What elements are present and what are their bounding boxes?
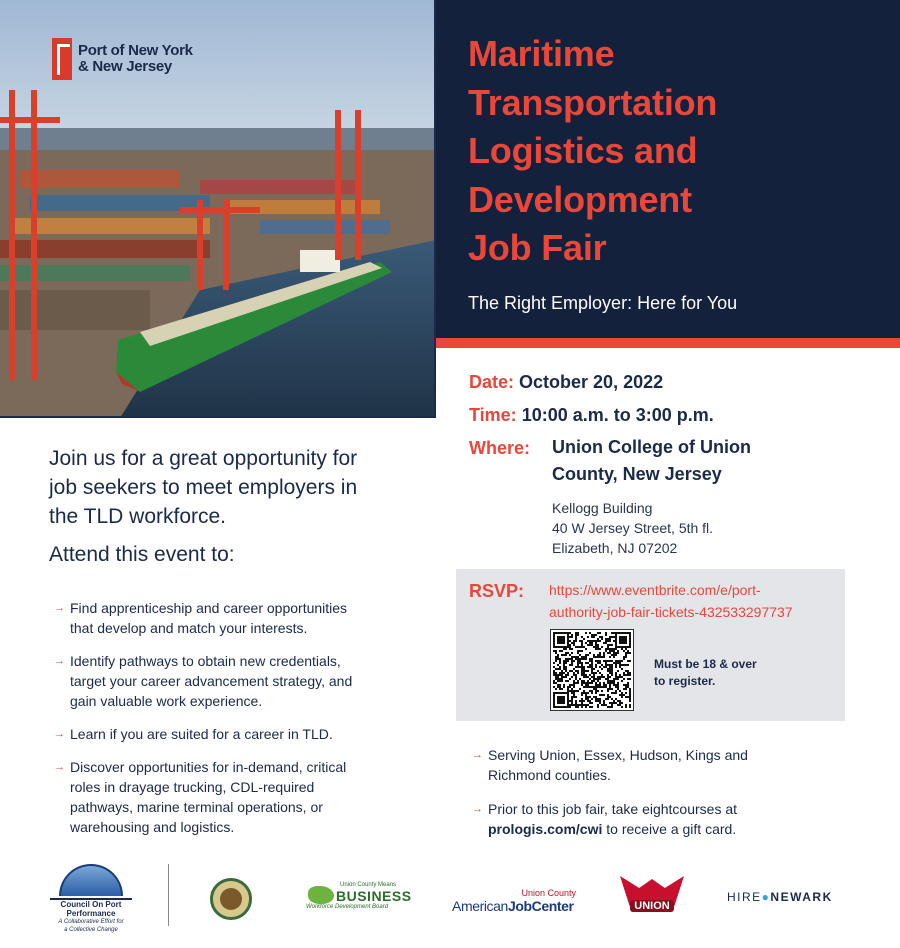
logo-divider [168,864,169,926]
bullet-line: → Find apprenticeship and career opportunities [70,600,348,616]
bullet-line: Richmond counties. [488,767,611,783]
title-line: Logistics and [468,130,698,171]
where-row [469,438,889,488]
logo-text: Council On Port Performance [50,898,132,918]
port-logo-line2: & New Jersey [78,58,172,75]
list-item [54,598,414,638]
address-line: Kellogg Building [552,500,653,516]
event-subtitle: The Right Employer: Here for You [468,292,738,313]
union-county-business-logo [306,882,410,910]
intro-line: Join us for a great opportunity for [49,447,358,470]
date-value: October 20, 2022 [519,372,664,392]
venue-address [552,498,889,558]
bullet-line [488,819,882,839]
intro-text [49,444,429,531]
hire-newark-logo: HIRE●NEWARK [727,890,833,904]
time-value: 10:00 a.m. to 3:00 p.m. [521,405,714,425]
leaf-icon [308,886,334,904]
event-title [468,30,870,273]
accent-divider [436,338,900,348]
address-line: 40 W Jersey Street, 5th fl. [552,520,714,536]
logo-text: AmericanJobCenter [452,898,574,914]
note-line: to register. [654,674,716,688]
prologis-link[interactable]: prologis.com/cwi [488,821,603,837]
service-info-list [472,745,882,853]
rsvp-link-line[interactable]: authority-job-fair-tickets-432533297737 [549,604,793,620]
venue-line: County, New Jersey [552,464,722,484]
event-details [469,372,889,558]
port-authority-logo [52,38,193,80]
venue-line: Union College of Union [552,437,751,457]
bullet-line: → Serving Union, Essex, Hudson, Kings and [488,747,748,763]
sponsor-logos [0,858,900,936]
title-line: Transportation [468,81,718,123]
logo-text: a Collective Change [64,927,118,933]
intro-line: the TLD workforce. [49,505,227,528]
where-label: Where: [469,438,531,458]
rsvp-label: RSVP: [469,581,525,601]
benefits-list [54,598,414,850]
date-label: Date: [469,372,515,392]
list-item [472,745,882,785]
attend-heading: Attend this event to: [49,543,235,566]
bullet-line: that develop and match your interests. [70,620,308,636]
logo-text: A Collaborative Effort for [58,919,124,925]
bullet-line: pathways, marine terminal operations, or [70,799,323,815]
list-item [54,724,414,744]
title-line: Job Fair [468,227,607,268]
bullet-line: → Prior to this job fair, take eightcourses at [488,801,738,817]
port-authority-mark-icon [52,38,72,80]
county-seal-icon [210,878,252,920]
rsvp-link-line[interactable]: https://www.eventbrite.com/e/port- [549,582,761,598]
list-item [54,757,414,837]
qr-code-pattern [551,630,633,710]
logo-text: Union County Means [340,882,397,888]
rsvp-box [456,569,845,721]
council-on-port-performance-logo [50,864,132,934]
logo-text: BUSINESS [336,888,412,904]
bullet-line: → Discover opportunities for in-demand, critical [70,759,347,775]
date-row [469,372,889,393]
title-line: Development [468,178,692,220]
logo-text: Union County [521,888,576,898]
title-panel [436,0,900,338]
logo-text: UNION [630,900,674,912]
intro-line: job seekers to meet employers in [49,476,358,499]
time-label: Time: [469,405,517,425]
dome-icon [59,864,123,896]
rsvp-link[interactable] [549,579,841,623]
list-item [54,651,414,711]
address-line: Elizabeth, NJ 07202 [552,540,678,556]
bullet-line: gain valuable work experience. [70,693,263,709]
time-row [469,405,889,426]
union-college-logo [620,876,684,920]
american-job-center-logo [452,888,576,914]
title-line: Maritime [468,33,615,74]
bullet-line: → Identify pathways to obtain new credentials, [70,653,341,669]
logo-text: Workforce Development Board [306,904,389,910]
bullet-line: warehousing and logistics. [70,819,235,835]
qr-code-icon[interactable] [550,629,634,711]
list-item [472,799,882,839]
bullet-line: → Learn if you are suited for a career in TLD. [70,726,333,742]
note-line: Must be 18 & over [654,657,757,671]
port-logo-line1: Port of New York [78,42,193,59]
age-requirement-note [654,656,794,690]
bullet-line: roles in drayage trucking, CDL-required [70,779,315,795]
bullet-line: target your career advancement strategy, and [70,673,353,689]
hero-photo [0,0,436,418]
bullet-text: to receive a gift card. [602,821,737,837]
venue-name [552,434,751,488]
